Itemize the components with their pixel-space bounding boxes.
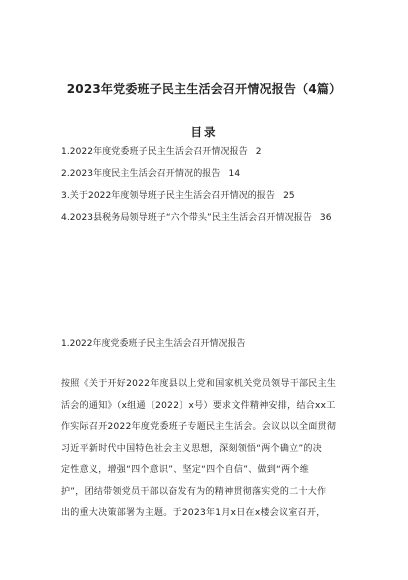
- table-of-contents: [61, 146, 361, 234]
- toc-item-page: 25: [283, 191, 295, 201]
- body-line: 作实际召开2022年度党委班子专题民主生活会。会议以以全面贯彻: [61, 422, 337, 432]
- toc-item: [61, 190, 361, 202]
- body-paragraph: [61, 378, 361, 529]
- body-line: 习近平新时代中国特色社会主义思想，深刻领悟“两个确立”的决: [61, 443, 323, 454]
- body-line: 出的重大决策部署为主题。于2023年1月x日在x楼会议室召开，: [61, 508, 326, 518]
- body-line: 活会的通知》（x组通〔2022〕x号）要求文件精神安排，结合xx工: [61, 400, 336, 411]
- toc-heading: 目录: [190, 125, 218, 139]
- toc-item-label: 2.2023年度民主生活会召开情况的报告: [61, 169, 221, 179]
- toc-item-page: 36: [319, 213, 332, 223]
- body-line: 护”，团结带领党员干部以奋发有为的精神贯彻落实党的二十大作: [61, 486, 327, 497]
- toc-item-page: 14: [228, 169, 241, 179]
- document-title: 2023年党委班子民主生活会召开情况报告（4篇）: [66, 82, 342, 96]
- toc-item-label: 1.2022年度党委班子民主生活会召开情况报告: [61, 147, 248, 157]
- toc-item: [61, 146, 361, 158]
- toc-item: [61, 168, 361, 180]
- section-heading: 1.2022年度党委班子民主生活会召开情况报告: [61, 339, 246, 349]
- body-line: 定性意义，增强“四个意识”、坚定“四个自信”、做到“两个维: [61, 465, 310, 475]
- body-line: 按照《关于开好2022年度县以上党和国家机关党员领导干部民主生: [61, 379, 337, 389]
- toc-item-page: 2: [255, 147, 262, 157]
- toc-item-label: 4.2023县税务局领导班子“六个带头”民主生活会召开情况报告: [61, 213, 312, 223]
- toc-item: [61, 212, 361, 224]
- toc-item-label: 3.关于2022年度领导班子民主生活会召开情况的报告: [61, 191, 276, 201]
